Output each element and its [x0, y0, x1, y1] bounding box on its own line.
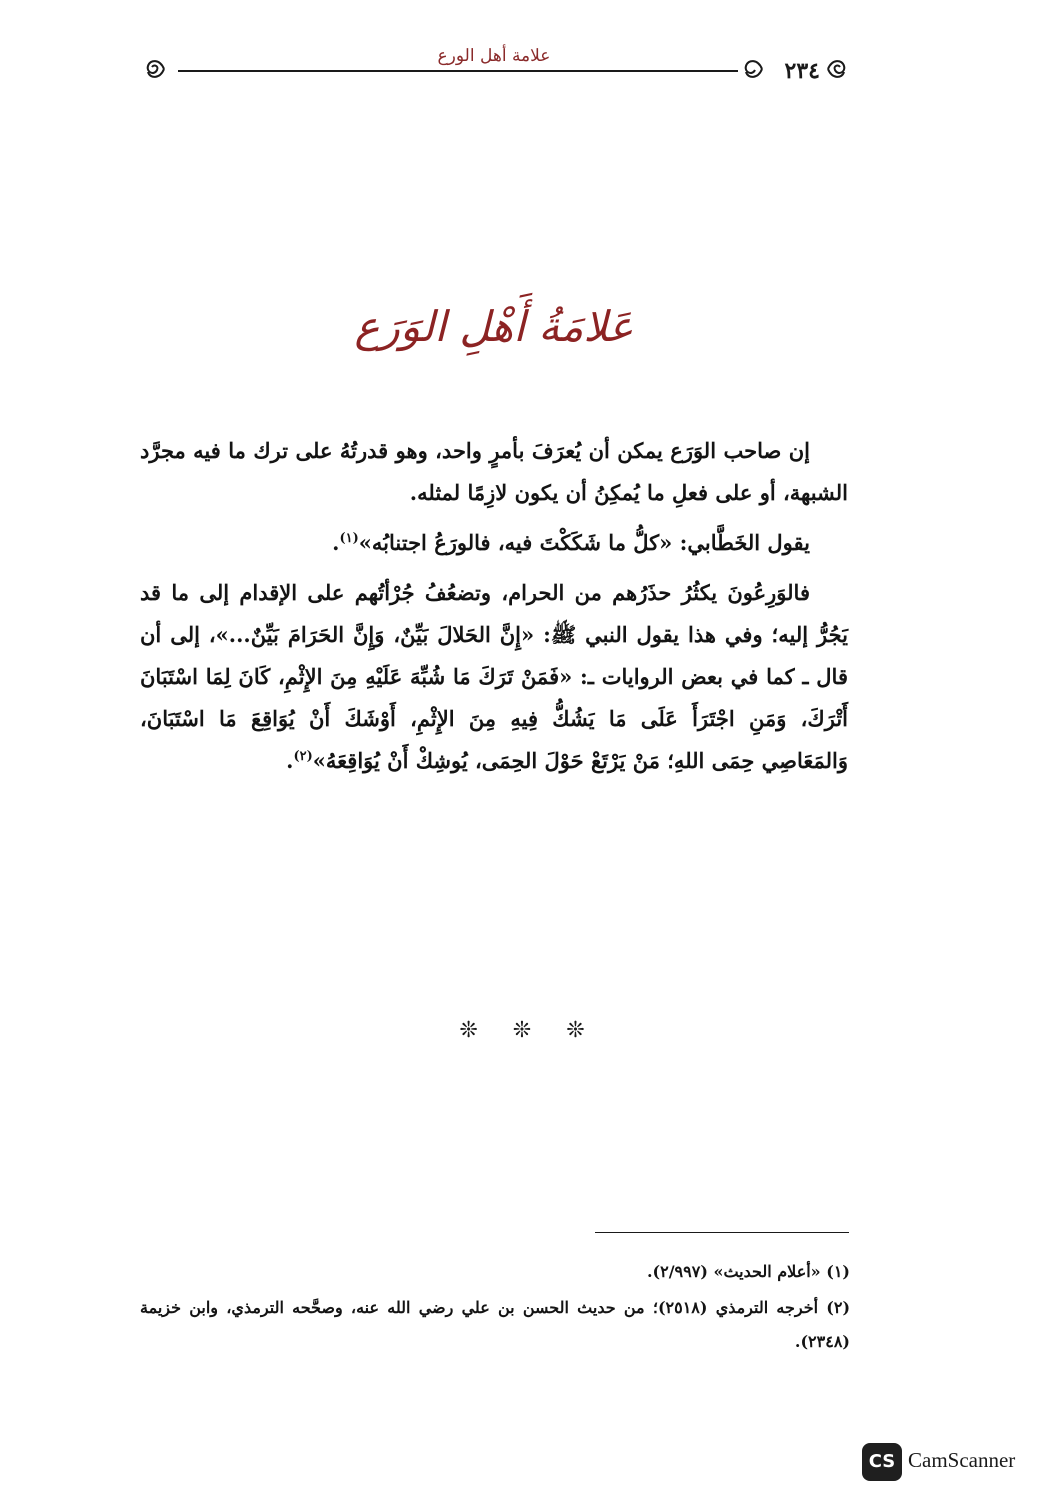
- paragraph-3-text: فالوَرِعُونَ يكثُرُ حذَرُهم من الحرام، وتضعُفُ جُرْأتُهم على الإقدام إلى ما قد يَجُرُّ إليه؛ وفي هذا يقول النبي ﷺ: «إِنَّ الحَلالَ بَيِّنٌ، وَإِنَّ الحَرَامَ بَيِّنٌ...»، إلى أن قال ـ كما في بعض الروايات ـ: «فَمَنْ تَرَكَ مَا شُبِّهَ عَلَيْهِ مِنَ الإِثْمِ، كَانَ لِمَا اسْتَبَانَ أَتْرَكَ، وَمَنِ اجْتَرَأَ عَلَى مَا يَشُكُّ فِيهِ مِنَ الإِثْمِ، أَوْشَكَ أَنْ يُوَاقِعَ مَا اسْتَبَانَ، وَالمَعَاصِي حِمَى اللهِ؛ مَنْ يَرْتَعْ حَوْلَ الحِمَى، يُوشِكْ أَنْ يُوَاقِعَهُ»: [140, 580, 848, 773]
- paragraph-2-end: .: [332, 530, 340, 555]
- ornament-left-icon: [142, 54, 168, 84]
- header-rule: [178, 70, 738, 72]
- footnote-ref-2[interactable]: (٢): [293, 749, 313, 764]
- paragraph-2-text: يقول الخَطَّابي: «كلُّ ما شَكَكْتَ فيه، فالورَعُ اجتنابُه»: [358, 530, 810, 555]
- ornament-number-icon: [740, 54, 766, 84]
- paragraph-2: [140, 522, 848, 564]
- page-number: ٢٣٤: [784, 58, 820, 84]
- ornament-right-icon: [824, 54, 850, 84]
- running-header: [138, 38, 850, 98]
- chapter-title: عَلامَةُ أَهْلِ الوَرَع: [354, 302, 634, 351]
- paragraph-3-end: .: [286, 748, 294, 773]
- paragraph-1: إن صاحب الوَرَع يمكن أن يُعرَفَ بأمرٍ واحد، وهو قدرتُهُ على ترك ما فيه مجرَّد الشبهة، أو على فعلِ ما يُمكِنُ أن يكون لازِمًا لمثله.: [140, 438, 848, 505]
- section-separator: ❊ ❊ ❊: [459, 1018, 599, 1043]
- footnote-rule: [595, 1232, 849, 1233]
- paragraph-3: [140, 572, 848, 782]
- footnote-1: (١) «أعلام الحديث» (٢/٩٩٧).: [646, 1262, 850, 1281]
- body-text: [140, 430, 848, 782]
- camscanner-label: CamScanner: [908, 1448, 1016, 1472]
- footnote-ref-1[interactable]: (١): [339, 531, 359, 546]
- running-title: علامة أهل الورع: [437, 46, 551, 66]
- footnote-2: (٢) أخرجه الترمذي (٢٥١٨)؛ من حديث الحسن بن علي رضي الله عنه، وصحَّحه الترمذي، وابن خزيمة (٢٣٤٨).: [140, 1298, 851, 1351]
- footnotes: [140, 1255, 850, 1361]
- camscanner-logo-icon: CS: [862, 1443, 902, 1481]
